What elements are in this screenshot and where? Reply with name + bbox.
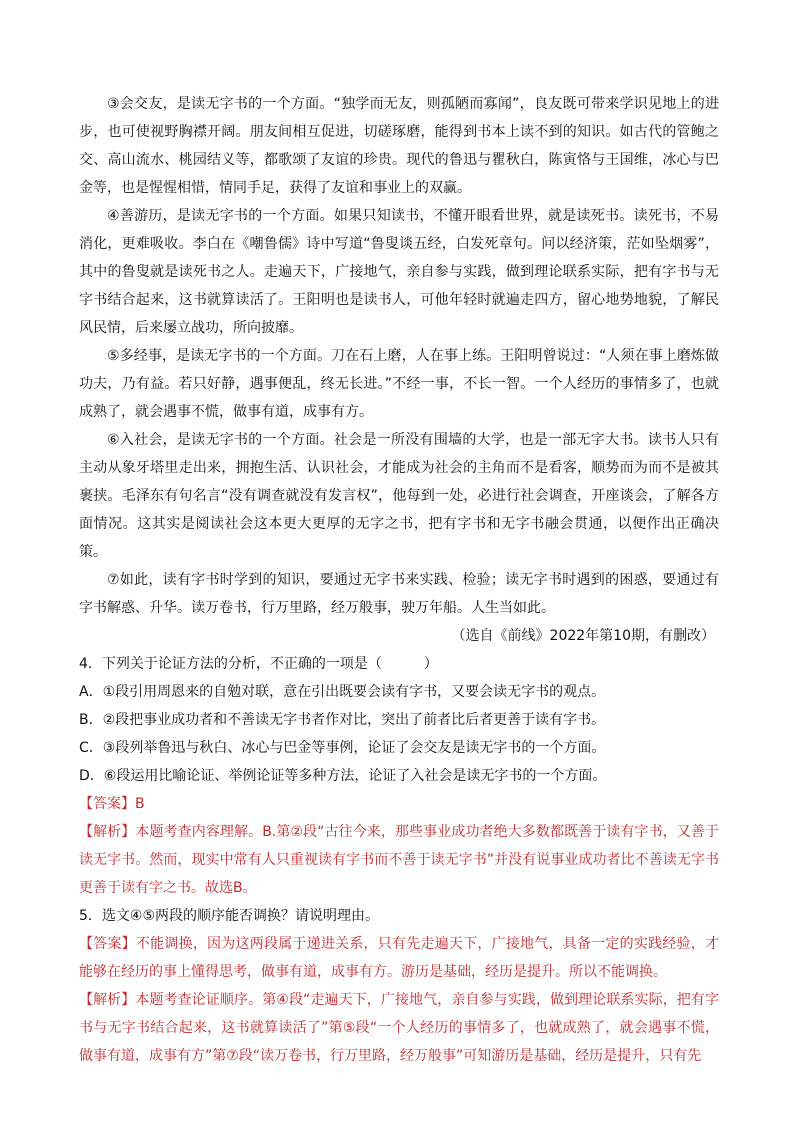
question-4-answer [79,790,719,818]
passage-paragraph-7: ⑦如此，读有字书时学到的知识，要通过无字书来实践、检验；读无字书时遇到的困惑，要通过有字书解惑、升华。读万卷书，行万里路，经万般事，驶万年船。人生当如此。 [79,572,719,616]
question-5-analysis [79,986,719,1070]
passage-paragraph-3: ③会交友，是读无字书的一个方面。“独学而无友，则孤陋而寡闻”，良友既可带来学识见地上的进步，也可使视野胸襟开阔。朋友间相互促进，切磋琢磨，能得到书本上读不到的知识。如古代的管鲍之交、高山流水、桃园结义等，都歌颂了友谊的珍贵。现代的鲁迅与瞿秋白，陈寅恪与王国维，冰心与巴金等，也是惺惺相惜，情同手足，获得了友谊和事业上的双赢。 [79,96,719,196]
passage-paragraph-6: ⑥入社会，是读无字书的一个方面。社会是一所没有围墙的大学，也是一部无字大书。读书人只有主动从象牙塔里走出来，拥抱生活、认识社会，才能成为社会的主角而不是看客，顺势而为而不是被其裹挟。毛泽东有句名言“没有调查就没有发言权”，他每到一处，必进行社会调查，开座谈会，了解各方面情况。这其实是阅读社会这本更大更厚的无字之书，把有字书和无字书融会贯通，以便作出正确决策。 [79,432,719,560]
passage-paragraph-5: ⑤多经事，是读无字书的一个方面。刀在石上磨，人在事上练。王阳明曾说过：“人须在事上磨炼做功夫，乃有益。若只好静，遇事便乱，终无长进。”不经一事，不长一智。一个人经历的事情多了，也就成熟了，就会遇事不慌，做事有道，成事有方。 [79,348,719,420]
passage-source: （选自《前线》2022年第10期，有删改） [451,628,715,644]
answer-text: 不能调换，因为这两段属于递进关系，只有先走遍天下，广接地气，具备一定的实践经验，才能够在经历的事上懂得思考，做事有道，成事有方。游历是基础，经历是提升。所以不能调换。 [79,936,720,980]
question-4-option-c: C．③段列举鲁迅与秋白、冰心与巴金等事例，论证了会交友是读无字书的一个方面。 [79,740,606,756]
analysis-text: 本题考查内容理解。B.第②段“古往今来，那些事业成功者绝大多数都既善于读有字书，又善于读无字书。然而，现实中常有人只重视读有字书而不善于读无字书”并没有说事业成功者比不善读无字书更善于读有字之书。故选B。 [79,824,720,896]
answer-tag: 【答案】 [79,796,135,812]
analysis-tag: 【解析】 [79,992,136,1008]
analysis-tag: 【解析】 [79,824,136,840]
answer-text: B [135,796,145,812]
question-4-analysis [79,818,719,902]
question-4-stem: 4．下列关于论证方法的分析，不正确的一项是（ ） [79,656,438,672]
question-4-option-a: A．①段引用周恩来的自勉对联，意在引出既要会读有字书，又要会读无字书的观点。 [79,684,606,700]
question-5-stem: 5．选文④⑤两段的顺序能否调换？请说明理由。 [79,908,380,924]
question-4-option-d: D．⑥段运用比喻论证、举例论证等多种方法，论证了入社会是读无字书的一个方面。 [79,768,607,784]
question-5-answer [79,930,719,986]
answer-tag: 【答案】 [79,936,136,952]
passage-paragraph-4: ④善游历，是读无字书的一个方面。如果只知读书，不懂开眼看世界，就是读死书。读死书，不易消化，更难吸收。李白在《嘲鲁儒》诗中写道“鲁叟谈五经，白发死章句。问以经济策，茫如坠烟雾”，其中的鲁叟就是读死书之人。走遍天下，广接地气，亲自参与实践，做到理论联系实际，把有字书与无字书结合起来，这书就算读活了。王阳明也是读书人，可他年轻时就遍走四方，留心地势地貌，了解民风民情，后来屡立战功，所向披靡。 [79,208,719,336]
document-content [79,90,719,1070]
question-4-option-b: B．②段把事业成功者和不善读无字书者作对比，突出了前者比后者更善于读有字书。 [79,712,606,728]
analysis-text: 本题考查论证顺序。第④段“走遍天下，广接地气，亲自参与实践，做到理论联系实际，把有字书与无字书结合起来，这书就算读活了”第⑤段“一个人经历的事情多了，也就成熟了，就会遇事不慌，做事有道，成事有方”第⑦段“读万卷书，行万里路，经万般事”可知游历是基础，经历是提升，只有先 [79,992,719,1064]
